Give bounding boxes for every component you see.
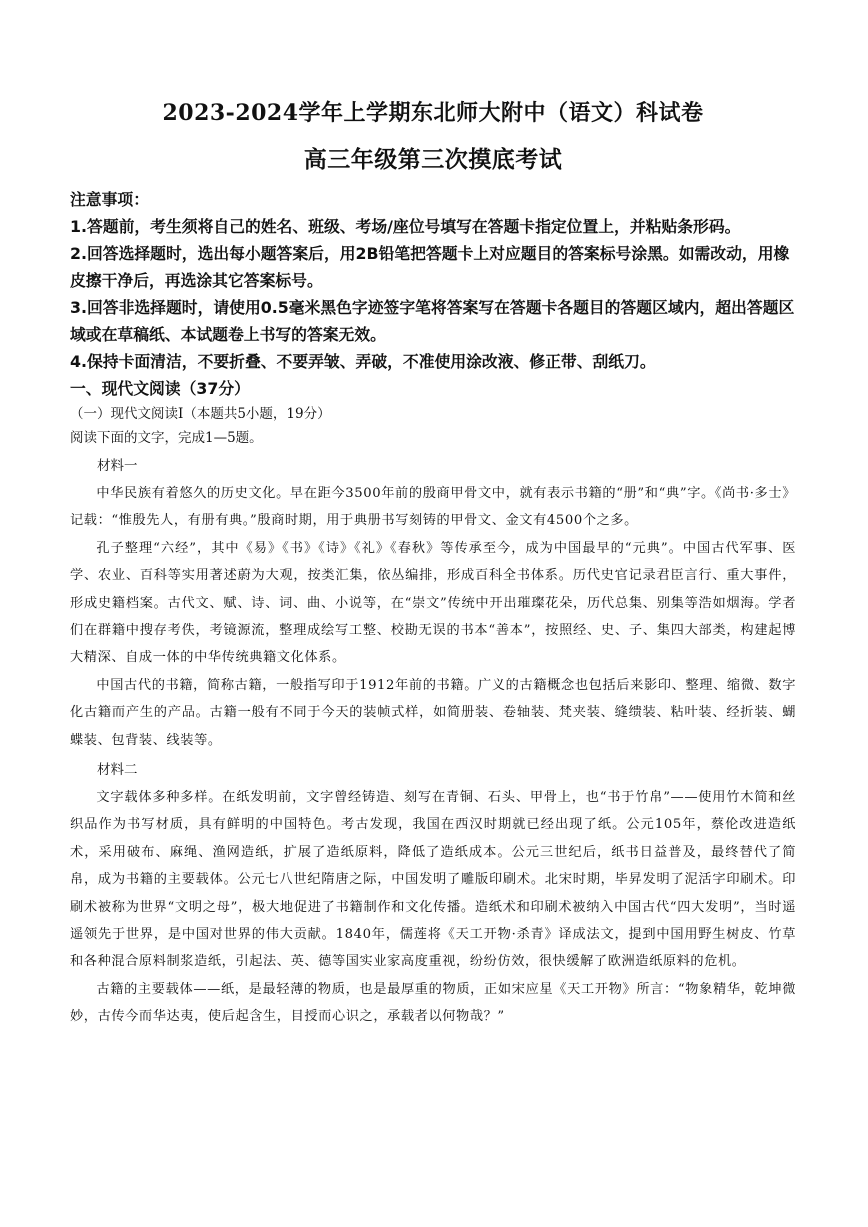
reading-instruction: 阅读下面的文字，完成1—5题。	[70, 429, 263, 446]
material-1-label: 材料一	[97, 457, 138, 474]
notice-item-1: 1.答题前，考生须将自己的姓名、班级、考场/座位号填写在答题卡指定位置上，并粘贴条形码。	[70, 216, 741, 236]
material-2-label: 材料二	[97, 762, 138, 779]
material-1-paragraph-2: 孔子整理“六经”，其中《易》《书》《诗》《礼》《春秋》等传承至今，成为中国最早的“元典”。中国古代军事、医学、农业、百科等实用著述蔚为大观，按类汇集，依丛编排，形成百科全书体系。历代史官记录君臣言行、重大事件，形成史籍档案。古代文、赋、诗、词、曲、小说等，在“崇文”传统中开出璀璨花朵，历代总集、别集等浩如烟海。学者们在群籍中搜存考佚，考镜源流，整理成绘写工整、校勘无误的书本“善本”，按照经、史、子、集四大部类，构建起博大精深、自成一体的中华传统典籍文化体系。	[70, 540, 796, 666]
material-2-paragraph-1: 文字载体多种多样。在纸发明前，文字曾经铸造、刻写在青铜、石头、甲骨上，也“书于竹帛”——使用竹木简和丝织品作为书写材质，具有鲜明的中国特色。考古发现，我国在西汉时期就已经出现了纸。公元105年，蔡伦改进造纸术，采用破布、麻绳、渔网造纸，扩展了造纸原料，降低了造纸成本。公元三世纪后，纸书日益普及，最终替代了简帛，成为书籍的主要载体。公元七八世纪隋唐之际，中国发明了雕版印刷术。北宋时期，毕昇发明了泥活字印刷术。印刷术被称为世界“文明之母”，极大地促进了书籍制作和文化传播。造纸术和印刷术被纳入中国古代“四大发明”，当时遥遥领先于世界，是中国对世界的伟大贡献。1840年，儒莲将《天工开物·杀青》译成法文，提到中国用野生树皮、竹草和各种混合原料制浆造纸，引起法、英、德等国实业家高度重视，纷纷仿效，很快缓解了欧洲造纸原料的危机。	[70, 790, 796, 970]
exam-title: 2023-2024学年上学期东北师大附中（语文）科试卷	[162, 100, 704, 126]
notice-block	[70, 186, 796, 375]
notice-item-4: 4.保持卡面清洁，不要折叠、不要弄皱、弄破，不准使用涂改液、修正带、刮纸刀。	[70, 351, 656, 371]
exam-subtitle: 高三年级第三次摸底考试	[303, 146, 563, 174]
notice-heading: 注意事项：	[70, 189, 149, 209]
material-1-paragraph-1: 中华民族有着悠久的历史文化。早在距今3500年前的殷商甲骨文中，就有表示书籍的“册”和“典”字。《尚书·多士》记载：“惟殷先人，有册有典。”殷商时期，用于典册书写刻铸的甲骨文、金文有4500个之多。	[70, 485, 796, 529]
notice-item-2: 2.回答选择题时，选出每小题答案后，用2B铅笔把答题卡上对应题目的答案标号涂黑。如需改动，用橡皮擦干净后，再选涂其它答案标号。	[70, 243, 790, 290]
section-sub-heading: （一）现代文阅读I（本题共5小题，19分）	[70, 405, 331, 422]
section-heading: 一、现代文阅读（37分）	[70, 378, 250, 398]
notice-item-3: 3.回答非选择题时，请使用0.5毫米黑色字迹签字笔将答案写在答题卡各题目的答题区域内，超出答题区域或在草稿纸、本试题卷上书写的答案无效。	[70, 297, 795, 344]
material-1-paragraph-3: 中国古代的书籍，简称古籍，一般指写印于1912年前的书籍。广义的古籍概念也包括后来影印、整理、缩微、数字化古籍而产生的产品。古籍一般有不同于今天的装帧式样，如简册装、卷轴装、梵夹装、缝缋装、粘叶装、经折装、蝴蝶装、包背装、线装等。	[70, 677, 796, 748]
material-2-paragraph-2: 古籍的主要载体——纸，是最轻薄的物质，也是最厚重的物质，正如宋应星《天工开物》所言：“物象精华，乾坤微妙，古传今而华达夷，使后起含生，目授而心识之，承载者以何物哉？”	[70, 981, 796, 1025]
